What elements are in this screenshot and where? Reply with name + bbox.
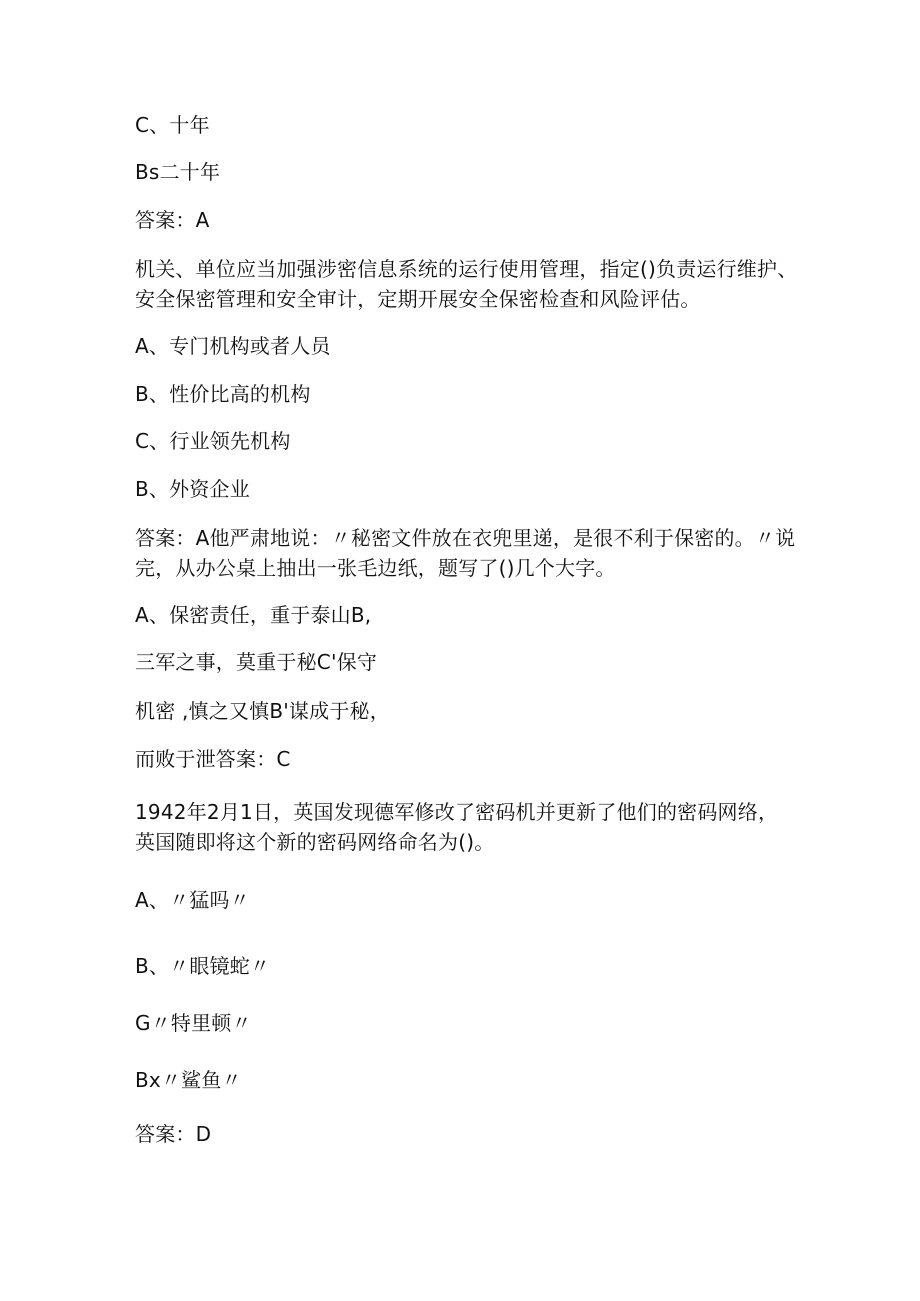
option-line: C、行业领先机构	[135, 429, 291, 453]
answer-line: 答案：D	[135, 1122, 212, 1146]
answer-line: 答案：A	[135, 208, 210, 232]
option-line: A、〃猛吗〃	[135, 888, 250, 912]
question-1	[135, 254, 798, 314]
question-text-line: 答案：A他严肃地说：〃秘密文件放在衣兜里递，是很不利于保密的。〃说	[135, 526, 796, 550]
option-line: G〃特里顿〃	[135, 1011, 252, 1035]
option-line: C、十年	[135, 113, 210, 137]
option-line: A、保密责任，重于泰山B,	[135, 603, 372, 627]
option-line: Bs二十年	[135, 160, 221, 184]
answer-line: 而败于泄答案：C	[135, 747, 291, 771]
option-line: 机密 ,慎之又慎B'谋成于秘，	[135, 699, 390, 723]
option-line: 三军之事，莫重于秘C'保守	[135, 650, 378, 674]
question-2	[135, 523, 795, 583]
question-text-line: 1942年2月1日，英国发现德军修改了密码机并更新了他们的密码网络，	[135, 800, 779, 824]
question-text-line: 完，从办公桌上抽出一张毛边纸，题写了()几个大字。	[135, 556, 616, 580]
option-line: A、专门机构或者人员	[135, 334, 331, 358]
option-line: B、〃眼镜蛇〃	[135, 954, 271, 978]
question-text-line: 机关、单位应当加强涉密信息系统的运行使用管理，指定()负责运行维护、	[135, 257, 798, 281]
question-text-line: 英国随即将这个新的密码网络命名为()。	[135, 830, 495, 854]
option-line: Bx〃鲨鱼〃	[135, 1068, 242, 1092]
option-line: B、外资企业	[135, 477, 250, 501]
question-text-line: 安全保密管理和安全审计，定期开展安全保密检查和风险评估。	[135, 287, 701, 311]
option-line: B、性价比高的机构	[135, 382, 311, 406]
question-3	[135, 797, 795, 857]
